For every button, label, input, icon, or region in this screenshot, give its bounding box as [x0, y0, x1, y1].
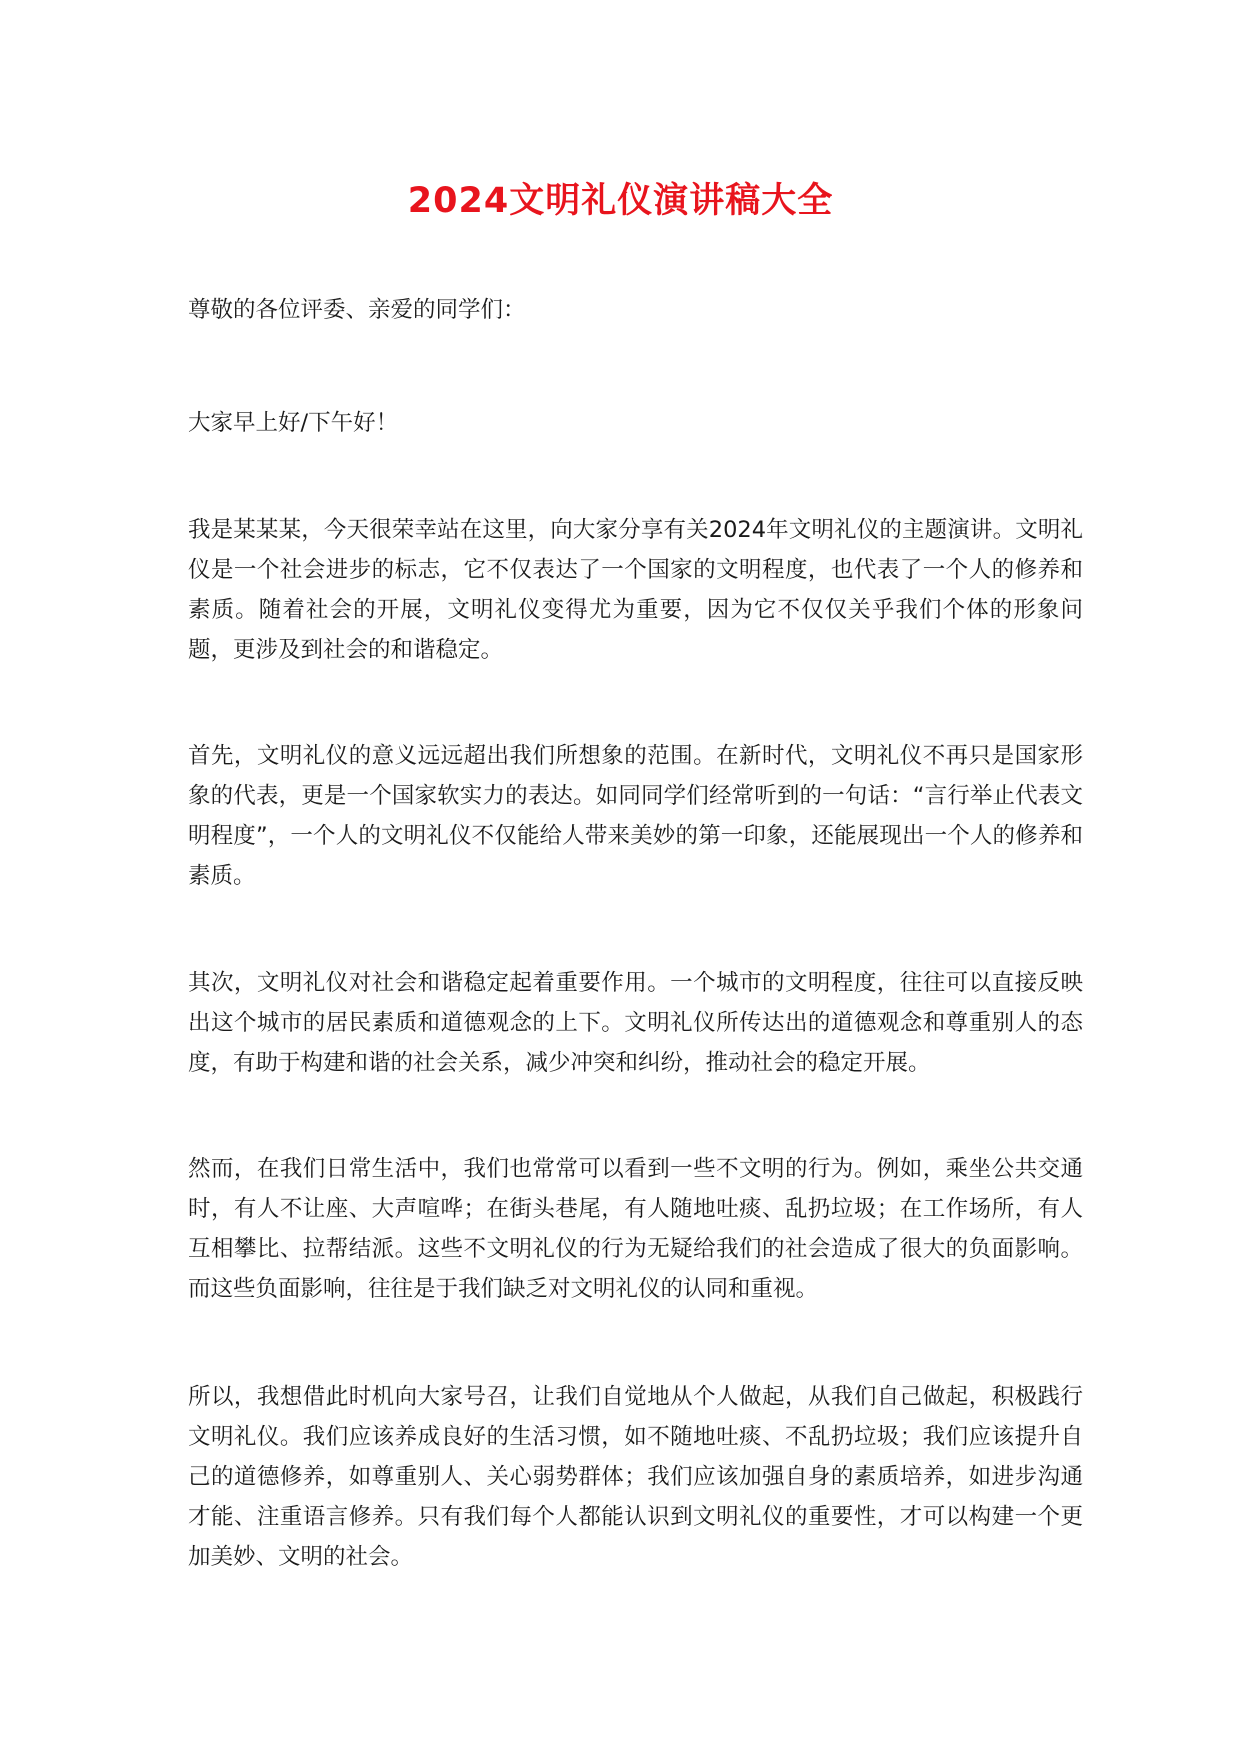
document-title: 2024文明礼仪演讲稿大全 [407, 181, 834, 221]
greeting-paragraph: 大家早上好/下午好！ [188, 410, 399, 436]
salutation-paragraph: 尊敬的各位评委、亲爱的同学们： [188, 297, 526, 323]
second-point-paragraph: 其次，文明礼仪对社会和谐稳定起着重要作用。一个城市的文明程度，往往可以直接反映出这个城市的居民素质和道德观念的上下。文明礼仪所传达出的道德观念和尊重别人的态度，有助于构建和谐的社会关系，减少冲突和纠纷，推动社会的稳定开展。 [188, 970, 1083, 1076]
intro-paragraph: 我是某某某，今天很荣幸站在这里，向大家分享有关2024年文明礼仪的主题演讲。文明礼仪是一个社会进步的标志，它不仅表达了一个国家的文明程度，也代表了一个人的修养和素质。随着社会的开展，文明礼仪变得尤为重要，因为它不仅仅关乎我们个体的形象问题，更涉及到社会的和谐稳定。 [188, 517, 1083, 663]
call-to-action-paragraph: 所以，我想借此时机向大家号召，让我们自觉地从个人做起，从我们自己做起，积极践行文明礼仪。我们应该养成良好的生活习惯，如不随地吐痰、不乱扔垃圾；我们应该提升自己的道德修养，如尊重别人、关心弱势群体；我们应该加强自身的素质培养，如进步沟通才能、注重语言修养。只有我们每个人都能认识到文明礼仪的重要性，才可以构建一个更加美妙、文明的社会。 [188, 1384, 1083, 1570]
third-point-paragraph: 然而，在我们日常生活中，我们也常常可以看到一些不文明的行为。例如，乘坐公共交通时，有人不让座、大声喧哗；在街头巷尾，有人随地吐痰、乱扔垃圾；在工作场所，有人互相攀比、拉帮结派。这些不文明礼仪的行为无疑给我们的社会造成了很大的负面影响。而这些负面影响，往往是于我们缺乏对文明礼仪的认同和重视。 [188, 1156, 1083, 1302]
first-point-paragraph: 首先，文明礼仪的意义远远超出我们所想象的范围。在新时代，文明礼仪不再只是国家形象的代表，更是一个国家软实力的表达。如同同学们经常听到的一句话：“言行举止代表文明程度”，一个人的文明礼仪不仅能给人带来美妙的第一印象，还能展现出一个人的修养和素质。 [188, 743, 1083, 889]
